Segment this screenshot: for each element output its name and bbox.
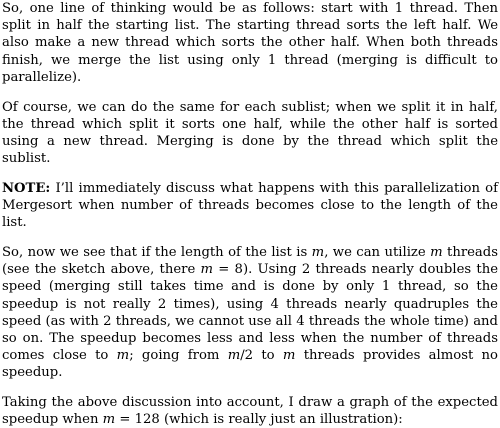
- text-run: = 128 (which is really just an illustration):: [115, 412, 403, 428]
- math-variable: m: [102, 412, 116, 428]
- math-variable: m: [282, 348, 296, 364]
- text-run: , we can utilize: [324, 244, 431, 260]
- paragraph-gap: [2, 86, 498, 99]
- paragraph-graph-intro: [2, 394, 498, 428]
- paragraph-speedup: [2, 244, 498, 382]
- math-variable: m: [311, 244, 325, 260]
- math-variable: m: [227, 348, 241, 364]
- text-run: So, now we see that if the length of the list is: [2, 244, 312, 260]
- paragraph-gap: [2, 167, 498, 180]
- text-run: threads provides almost no speedup.: [2, 348, 498, 381]
- note-label: NOTE:: [2, 180, 51, 196]
- paragraph-gap: [2, 231, 498, 244]
- text-run: /2 to: [240, 348, 283, 364]
- paragraph-note: [2, 180, 498, 232]
- text-run: Taking the above discussion into account, I draw a graph of the expected speedup when: [2, 395, 498, 428]
- paragraph-sublists: Of course, we can do the same for each sublist; when we split it in half, the thread which split it sorts one half, while the other half is sorted using a new thread. Merging is done by the thread which split the sublist.: [2, 99, 498, 167]
- text-run: threads (see the sketch above, there: [2, 244, 498, 278]
- text-run: = 8). Using 2 threads nearly doubles the speed (merging still takes time and is done by only 1 thread, so the speedup is not really 2 times), using 4 threads nearly quadruples the speed (as with 2 threads, we cannot use all 4 threads the whole time) and so on. The speedup becomes less and less when the number of threads comes close to: [2, 262, 499, 364]
- document-body: [2, 0, 498, 428]
- paragraph-gap: [2, 382, 498, 395]
- math-variable: m: [430, 244, 443, 260]
- math-variable: m: [116, 348, 130, 364]
- note-text: I’ll immediately discuss what happens with this parallelization of Mergesort when number of threads becomes close to the length of the list.: [2, 180, 498, 231]
- paragraph-intro: So, one line of thinking would be as follows: start with 1 thread. Then split in half the starting list. The starting thread sorts the left half. We also make a new thread which sorts the other half. When both threads finish, we merge the list using only 1 thread (merging is difficult to parallelize).: [2, 1, 498, 85]
- math-variable: m: [200, 262, 214, 278]
- text-run: ; going from: [129, 348, 228, 364]
